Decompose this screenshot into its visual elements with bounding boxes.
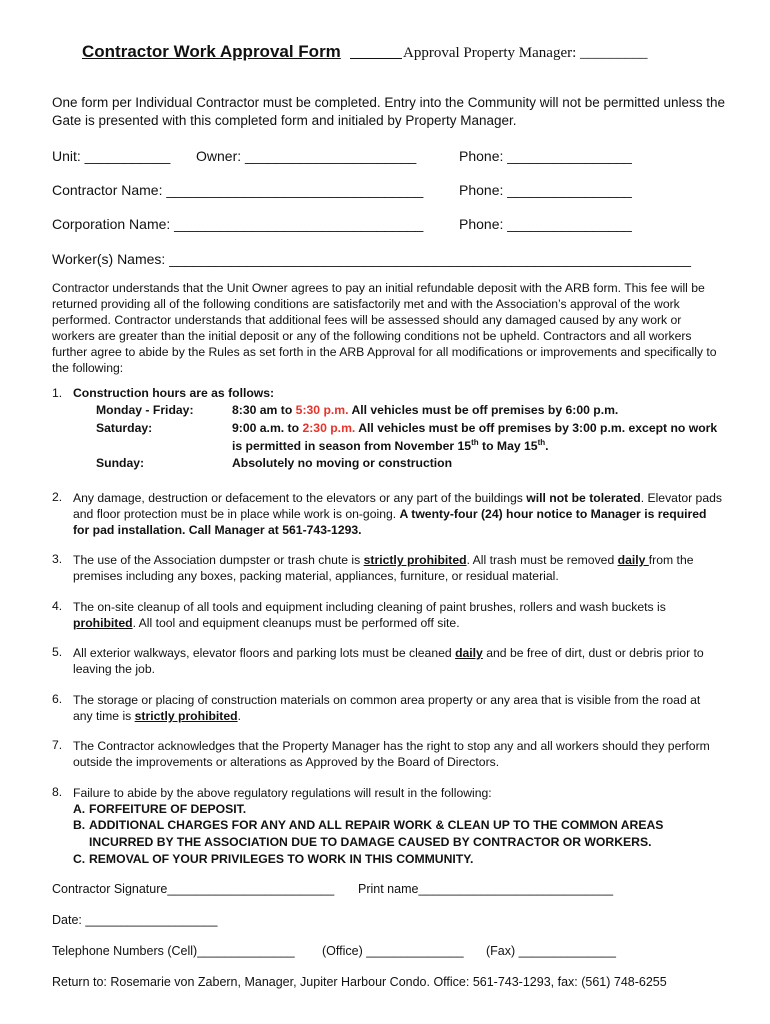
phone-field-3[interactable]: Phone: ________________ [459, 216, 632, 232]
intro-text: One form per Individual Contractor must be completed. Entry into the Community will not be permitted unless the Gate is presented with this completed form and initialed by Property Manager. [52, 95, 726, 128]
penalty-b-continued: INCURRED BY THE ASSOCIATION DUE TO DAMAGE CAUSED BY CONTRACTOR OR WORKERS. [89, 835, 652, 849]
rule-number: 8. [52, 785, 63, 799]
phone-field-1[interactable]: Phone: ________________ [459, 148, 632, 164]
saturday-season-note: is permitted in season from November 15th to May 15th. [232, 438, 549, 454]
contractor-name-field[interactable]: Contractor Name: _________________________________ [52, 182, 424, 198]
saturday-label: Saturday: [96, 421, 153, 435]
rule-number: 4. [52, 599, 63, 613]
rule-number: 2. [52, 490, 63, 504]
rule-6-text: The storage or placing of construction materials on common area property or any area that is visible from the road at any time is strictly prohibited. [73, 693, 701, 723]
sunday-label: Sunday: [96, 456, 145, 470]
sunday-note: Absolutely no moving or construction [232, 456, 453, 470]
penalty-b: B. ADDITIONAL CHARGES FOR ANY AND ALL REPAIR WORK & CLEAN UP TO THE COMMON AREAS [73, 818, 664, 832]
approval-property-manager: Approval Property Manager: _________ [403, 45, 648, 61]
agreement-paragraph: Contractor understands that the Unit Owner agrees to pay an initial refundable deposit with the ARB form. This fee will be returned providing all of the following conditions are satisfactorily met and with the Association’s approval of the work performed. Contractor understands that additional fees will be assessed should any damaged caused by any work or workers are greater than the initial deposit or any of the following conditions not be upheld. Contractors and all workers further agree to abide by the Rules as set forth in the ARB Approval for all modifications or improvements and specifically to the following: [52, 281, 717, 375]
saturday-hours: 9:00 a.m. to 2:30 p.m. All vehicles must be off premises by 3:00 p.m. except no work [232, 421, 718, 435]
title-underline [350, 58, 402, 59]
rule-number: 6. [52, 692, 63, 706]
penalty-a: A. FORFEITURE OF DEPOSIT. [73, 802, 247, 816]
rule-4-text: The on-site cleanup of all tools and equipment including cleaning of paint brushes, rollers and wash buckets is prohibited. All tool and equipment cleanups must be performed off site. [73, 600, 666, 630]
rule-5-text: All exterior walkways, elevator floors and parking lots must be cleaned daily and be free of dirt, dust or debris prior to leaving the job. [73, 646, 704, 676]
corporation-name-field[interactable]: Corporation Name: ________________________________ [52, 216, 424, 232]
unit-field[interactable]: Unit: ___________ [52, 148, 171, 164]
owner-field[interactable]: Owner: ______________________ [196, 148, 417, 164]
rule-number: 5. [52, 645, 63, 659]
form-title: Contractor Work Approval Form [82, 42, 341, 61]
phone-field-2[interactable]: Phone: ________________ [459, 182, 632, 198]
cell-phone-field[interactable]: Telephone Numbers (Cell)______________ [52, 944, 295, 958]
office-phone-field[interactable]: (Office) ______________ [322, 944, 464, 958]
fax-field[interactable]: (Fax) ______________ [486, 944, 616, 958]
rule-7-text: The Contractor acknowledges that the Property Manager has the right to stop any and all workers should they perform outside the improvements or alterations as Approved by the Board of Directors. [73, 739, 710, 769]
construction-hours-heading: Construction hours are as follows: [73, 386, 275, 400]
rule-2-text: Any damage, destruction or defacement to the elevators or any part of the buildings will not be tolerated. Elevator pads and floor protection must be in place while work is on-going. A twenty-four (24) hour notice to Manager is required for pad installation. Call Manager at 561-743-1293. [73, 491, 722, 537]
rule-3-text: The use of the Association dumpster or trash chute is strictly prohibited. All trash must be removed daily from the premises including any boxes, packing material, appliances, furniture, or residual material. [73, 553, 694, 583]
monday-friday-hours: 8:30 am to 5:30 p.m. All vehicles must be off premises by 6:00 p.m. [232, 403, 619, 417]
date-field[interactable]: Date: ___________________ [52, 913, 218, 927]
rule-8-text: Failure to abide by the above regulatory regulations will result in the following: [73, 786, 492, 800]
penalty-c: C. REMOVAL OF YOUR PRIVILEGES TO WORK IN THIS COMMUNITY. [73, 852, 474, 866]
print-name-field[interactable]: Print name____________________________ [358, 882, 614, 896]
monday-friday-label: Monday - Friday: [96, 403, 194, 417]
rule-number: 1. [52, 386, 63, 400]
workers-names-field[interactable]: Worker(s) Names: ___________________________________________________________________ [52, 251, 691, 267]
contractor-signature-field[interactable]: Contractor Signature________________________ [52, 882, 335, 896]
rule-number: 3. [52, 552, 63, 566]
return-to-footer: Return to: Rosemarie von Zabern, Manager, Jupiter Harbour Condo. Office: 561-743-1293, fax: (561) 748-6255 [52, 975, 667, 989]
rule-number: 7. [52, 738, 63, 752]
